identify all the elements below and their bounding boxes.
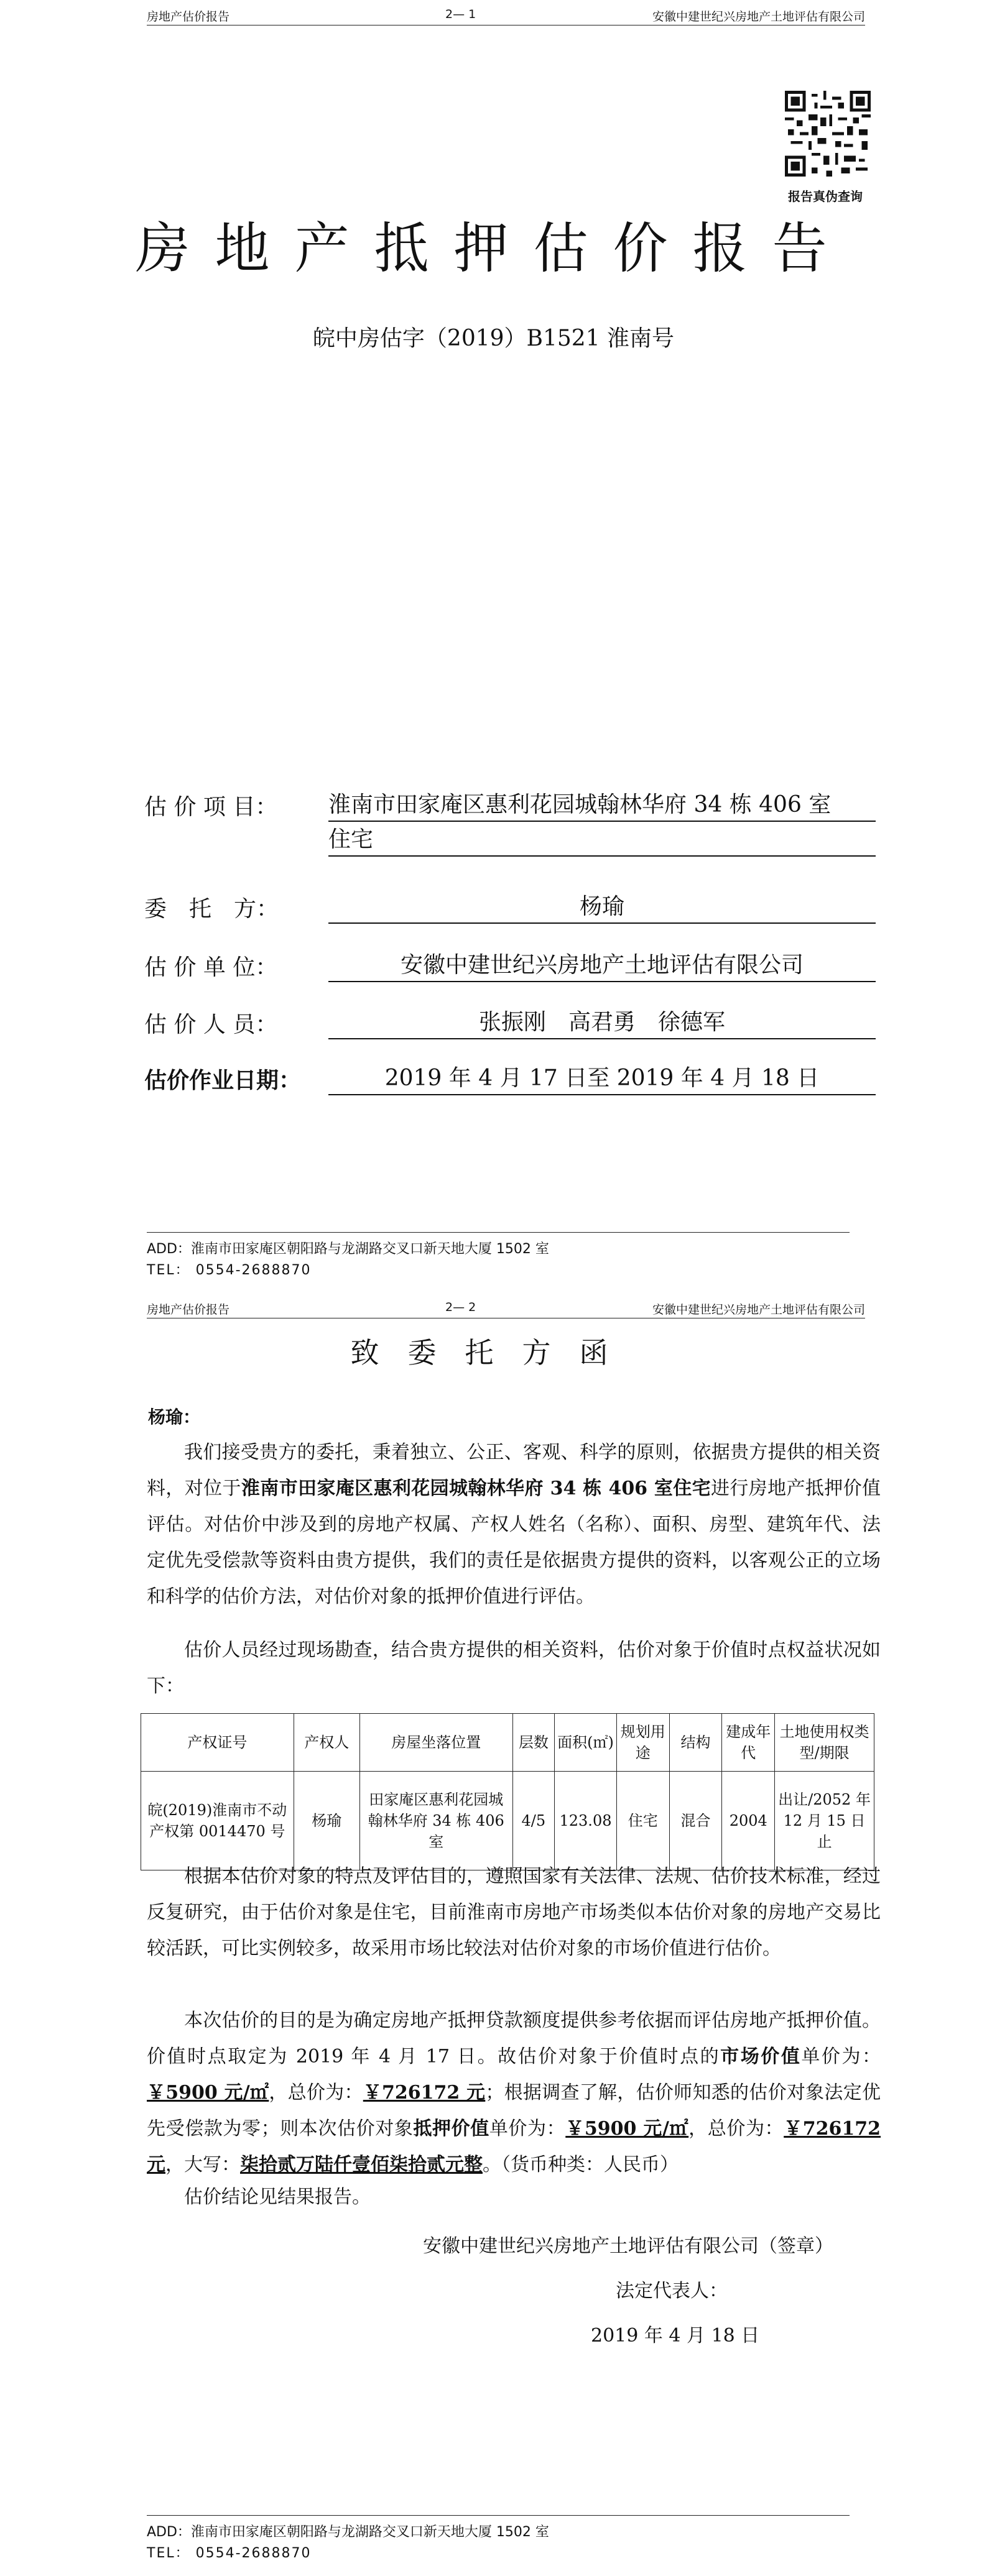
- table-header-row: [141, 1714, 874, 1772]
- client-label: 委 托 方：: [144, 896, 279, 922]
- mortgage-total-price: ￥726172 元: [147, 2118, 881, 2176]
- intro-text-a: 我们接受贵方的委托，秉着独立、公正、客观、科学的原则，依据贵方提供的相关资料，对位于: [147, 1442, 881, 1499]
- unit-value: 安徽中建世纪兴房地产土地评估有限公司: [328, 950, 876, 982]
- col-header: 建成年代: [722, 1714, 775, 1772]
- val-text: 单价为：: [489, 2118, 566, 2140]
- header-page-number: 2— 2: [445, 1300, 476, 1314]
- page-header: [147, 1298, 865, 1318]
- col-header: 面积(㎡): [555, 1714, 617, 1772]
- val-text: ；根据调查了解，估价师知悉的估价对象法定优先受偿款为零；则本次估价对象: [147, 2082, 881, 2140]
- col-header: 房屋坐落位置: [359, 1714, 512, 1772]
- property-rights-table: [141, 1713, 874, 1870]
- property-address: 淮南市田家庵区惠利花园城翰林华府 34 栋 406 室住宅: [241, 1478, 711, 1499]
- salutation: 杨瑜：: [148, 1407, 201, 1427]
- footer-address: ADD：淮南市田家庵区朝阳路与龙湖路交叉口新天地大厦 1502 室: [147, 2524, 549, 2540]
- market-value-label: 市场价值: [720, 2046, 802, 2068]
- header-page-number: 2— 1: [445, 7, 476, 21]
- paragraph-conclusion: 估价结论见结果报告。: [184, 2186, 371, 2208]
- col-header: 规划用途: [616, 1714, 669, 1772]
- cell-year: 2004: [722, 1772, 775, 1870]
- market-unit-price: ￥5900 元/㎡: [147, 2082, 269, 2104]
- table-row: [141, 1772, 874, 1870]
- col-header: 产权人: [294, 1714, 359, 1772]
- val-text: ，大写：: [165, 2154, 240, 2176]
- qr-caption: 报告真伪查询: [788, 189, 863, 204]
- project-value-line2: 住宅: [328, 824, 876, 857]
- paragraph-survey: 估价人员经过现场勘查，结合贵方提供的相关资料，估价对象于价值时点权益状况如下：: [147, 1639, 881, 1697]
- amount-in-words: 柒拾贰万陆仟壹佰柒拾贰元整: [240, 2154, 483, 2176]
- mortgage-value-label: 抵押价值: [413, 2118, 489, 2140]
- staff-label: 估 价 人 员：: [144, 1012, 278, 1037]
- project-label: 估 价 项 目：: [144, 794, 278, 820]
- letter-title: 致委托方函: [350, 1336, 637, 1369]
- header-left: 房地产估价报告: [147, 10, 230, 24]
- project-value-line1: 淮南市田家庵区惠利花园城翰林华府 34 栋 406 室: [328, 789, 876, 822]
- col-header: 土地使用权类型/期限: [775, 1714, 874, 1772]
- val-text: 单价为：: [801, 2046, 881, 2068]
- col-header: 结构: [669, 1714, 722, 1772]
- date-label: 估价作业日期：: [144, 1067, 302, 1093]
- page-footer: [147, 2515, 865, 2565]
- footer-tel: TEL： 0554-2688870: [147, 2546, 312, 2561]
- report-title: 房地产抵押估价报告: [135, 216, 852, 280]
- footer-rule: [147, 2515, 850, 2516]
- val-text: ，总价为：: [688, 2118, 784, 2140]
- paragraph-method: 根据本估价对象的特点及评估目的，遵照国家有关法律、法规、估价技术标准，经过反复研究，由于估价对象是住宅，目前淮南市房地产市场类似本估价对象的房地产交易比较活跃，可比实例较多，故采用市场比较法对估价对象的市场价值进行估价。: [147, 1865, 881, 1959]
- qr-code-icon[interactable]: [785, 91, 871, 177]
- val-text: 。（货币种类：人民币）: [483, 2154, 679, 2176]
- page-header: [147, 5, 865, 25]
- cell-land-right: 出让/2052 年 12 月 15 日止: [775, 1772, 874, 1870]
- cell-structure: 混合: [669, 1772, 722, 1870]
- signature-date: 2019 年 4 月 18 日: [591, 2325, 760, 2347]
- footer-address: ADD：淮南市田家庵区朝阳路与龙湖路交叉口新天地大厦 1502 室: [147, 1241, 549, 1257]
- header-left: 房地产估价报告: [147, 1303, 230, 1317]
- cell-location: 田家庵区惠利花园城翰林华府 34 栋 406 室: [359, 1772, 512, 1870]
- staff-value: 张振刚 高君勇 徐德军: [328, 1007, 876, 1039]
- header-company: 安徽中建世纪兴房地产土地评估有限公司: [652, 1303, 865, 1317]
- cell-cert-no: 皖(2019)淮南市不动产权第 0014470 号: [141, 1772, 294, 1870]
- unit-label: 估 价 单 位：: [144, 955, 278, 980]
- report-number: 皖中房估字（2019）B1521 淮南号: [312, 326, 675, 351]
- paragraph-intro: [147, 1435, 881, 1615]
- client-value: 杨瑜: [328, 891, 876, 924]
- info-project: [144, 789, 891, 858]
- letter-page: [0, 1293, 987, 2576]
- cell-usage: 住宅: [616, 1772, 669, 1870]
- header-company: 安徽中建世纪兴房地产土地评估有限公司: [652, 10, 865, 24]
- col-header: 层数: [512, 1714, 555, 1772]
- footer-tel: TEL： 0554-2688870: [147, 1263, 312, 1278]
- val-text: ，总价为：: [269, 2082, 363, 2104]
- cell-area: 123.08: [555, 1772, 617, 1870]
- cell-owner: 杨瑜: [294, 1772, 359, 1870]
- footer-rule: [147, 1232, 850, 1233]
- date-value: 2019 年 4 月 17 日至 2019 年 4 月 18 日: [328, 1063, 876, 1095]
- market-total-price: ￥726172 元: [363, 2082, 486, 2104]
- signature-company: 安徽中建世纪兴房地产土地评估有限公司（签章）: [423, 2235, 833, 2257]
- intro-text-c: 进行房地产抵押价值评估。对估价中涉及到的房地产权属、产权人姓名（名称）、面积、房型、建筑年代、法定优先受偿款等资料由贵方提供，我们的责任是依据贵方提供的资料，以客观公正的立场和科学的估价方法，对估价对象的抵押价值进行评估。: [147, 1478, 881, 1608]
- signature-representative: 法定代表人：: [616, 2280, 728, 2302]
- mortgage-unit-price: ￥5900 元/㎡: [565, 2118, 689, 2140]
- col-header: 产权证号: [141, 1714, 294, 1772]
- paragraph-valuation: [147, 2003, 881, 2183]
- cell-floors: 4/5: [512, 1772, 555, 1870]
- val-text: 本次估价的目的是为确定房地产抵押贷款额度提供参考依据而评估房地产抵押价值。价值时点取定为 2019 年 4 月 17 日。故估价对象于价值时点的: [147, 2010, 881, 2068]
- page-footer: [147, 1232, 865, 1282]
